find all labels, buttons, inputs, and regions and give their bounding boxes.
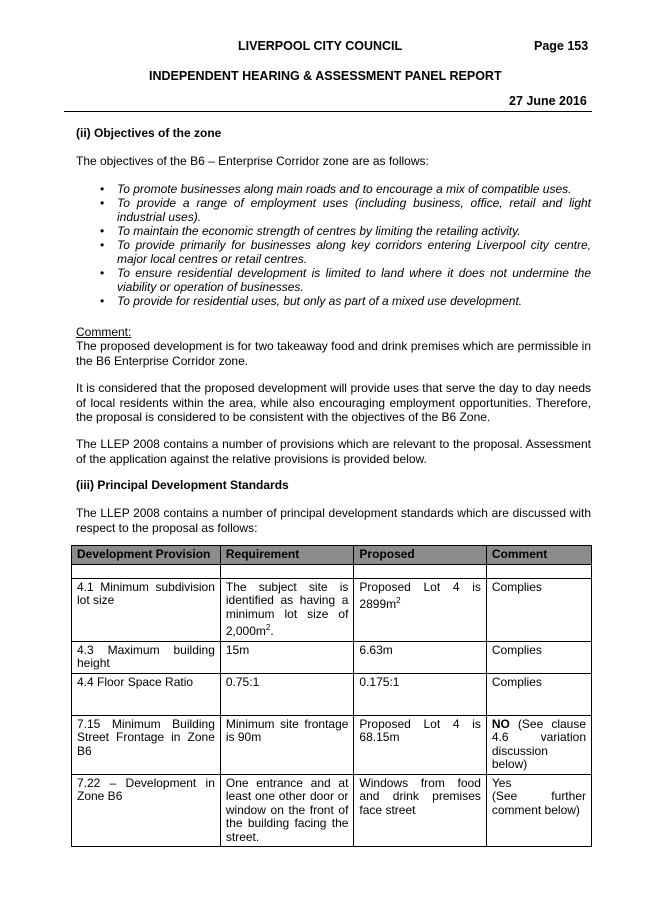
header-comment: Comment xyxy=(486,546,591,565)
list-item: • To maintain the economic strength of centres by limiting the retailing activity. xyxy=(100,224,521,238)
section-iii-intro: The LLEP 2008 contains a number of principal development standards which are discussed with respect to the proposal as follows: xyxy=(76,506,591,535)
cell-provision: 4.3 Maximum building height xyxy=(72,641,221,673)
council-name: LIVERPOOL CITY COUNCIL xyxy=(238,39,403,53)
list-item: • To provide primarily for businesses along key corridors entering Liverpool city centre, major local centres or retail centres. xyxy=(100,238,591,266)
bullet-icon: • xyxy=(100,224,105,238)
cell-requirement: 15m xyxy=(220,641,354,673)
header-provision: Development Provision xyxy=(72,546,221,565)
cell-proposed: 0.175:1 xyxy=(354,673,486,715)
comment-paragraph-1: The proposed development is for two takeaway food and drink premises which are permissible in the B6 Enterprise Corridor zone. xyxy=(76,339,591,368)
cell-provision: 7.22 – Development in Zone B6 xyxy=(72,774,221,847)
comment-label: Comment: xyxy=(76,325,132,339)
cell-requirement: 0.75:1 xyxy=(220,673,354,715)
header-divider xyxy=(64,111,592,112)
list-item: • To provide for residential uses, but only as part of a mixed use development. xyxy=(100,294,523,308)
cell-comment: Complies xyxy=(486,641,591,673)
bullet-icon: • xyxy=(100,238,105,252)
report-title: INDEPENDENT HEARING & ASSESSMENT PANEL REPORT xyxy=(149,69,502,83)
bullet-icon: • xyxy=(100,294,105,308)
cell-provision: 4.4 Floor Space Ratio xyxy=(72,673,221,715)
table-row xyxy=(72,715,592,774)
objectives-list xyxy=(76,182,591,308)
list-item: • To promote businesses along main roads and to encourage a mix of compatible uses. xyxy=(100,182,572,196)
header-requirement: Requirement xyxy=(220,546,354,565)
cell-requirement: Minimum site frontage is 90m xyxy=(220,715,354,774)
cell-proposed: Proposed Lot 4 is 68.15m xyxy=(354,715,486,774)
comment-paragraph-3: The LLEP 2008 contains a number of provisions which are relevant to the proposal. Assessment of the application against the relative provisions is provided below. xyxy=(76,437,591,466)
report-date: 27 June 2016 xyxy=(509,94,587,108)
bullet-icon: • xyxy=(100,266,105,280)
table-row xyxy=(72,673,592,715)
cell-comment: Complies xyxy=(486,578,591,641)
cell-provision: 4.1 Minimum subdivision lot size xyxy=(72,578,221,641)
section-iii-heading: (iii) Principal Development Standards xyxy=(76,478,289,492)
page-number: Page 153 xyxy=(534,39,589,53)
cell-requirement: The subject site is identified as having a minimum lot size of $2,000m^2$. xyxy=(220,578,354,641)
cell-proposed: Proposed Lot 4 is $2899m^2$ xyxy=(354,578,486,641)
cell-comment: Yes (See further comment below) xyxy=(486,774,591,847)
table-row xyxy=(72,641,592,673)
cell-comment: Complies xyxy=(486,673,591,715)
cell-proposed: 6.63m xyxy=(354,641,486,673)
section-ii-heading: (ii) Objectives of the zone xyxy=(76,126,222,140)
development-standards-table xyxy=(71,545,592,847)
bullet-icon: • xyxy=(100,182,105,196)
cell-comment: NO (See clause 4.6 variation discussion below) xyxy=(486,715,591,774)
table-row xyxy=(72,774,592,847)
table-row-empty xyxy=(72,564,592,578)
table-header-row xyxy=(72,546,592,565)
cell-requirement: One entrance and at least one other door or window on the front of the building facing the street. xyxy=(220,774,354,847)
list-item: • To provide a range of employment uses (including business, office, retail and light industrial uses). xyxy=(100,196,591,224)
cell-provision: 7.15 Minimum Building Street Frontage in Zone B6 xyxy=(72,715,221,774)
section-ii-intro: The objectives of the B6 – Enterprise Corridor zone are as follows: xyxy=(76,154,429,168)
comment-paragraph-2: It is considered that the proposed development will provide uses that serve the day to day needs of local residents within the area, while also encouraging employment opportunities. Therefore, the proposal is considered to be consistent with the objectives of the B6 Zone. xyxy=(76,381,591,424)
cell-proposed: Windows from food and drink premises face street xyxy=(354,774,486,847)
table-row xyxy=(72,578,592,641)
list-item: • To ensure residential development is limited to land where it does not undermine the viability or operation of businesses. xyxy=(100,266,591,294)
header-proposed: Proposed xyxy=(354,546,486,565)
bullet-icon: • xyxy=(100,196,105,210)
